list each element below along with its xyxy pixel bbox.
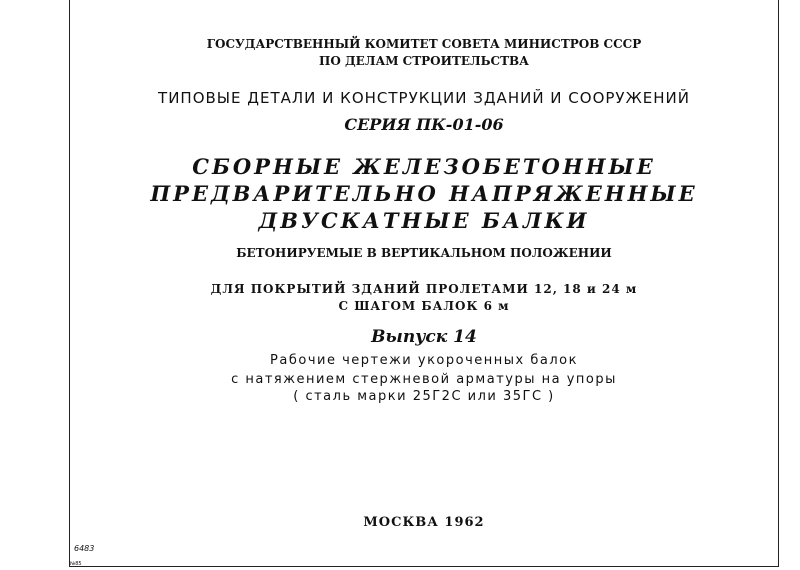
archive-stamp: 6483: [74, 544, 95, 553]
org-line-1: ГОСУДАРСТВЕННЫЙ КОМИТЕТ СОВЕТА МИНИСТРОВ СССР: [206, 37, 642, 51]
archive-stamp-small: №85: [70, 561, 82, 567]
spans-line-1: ДЛЯ ПОКРЫТИЙ ЗДАНИЙ ПРОЛЕТАМИ 12, 18 и 24 м: [210, 282, 638, 296]
frame-right-border: [778, 0, 779, 566]
issue-description-3: ( сталь марки 25Г2С или 35ГС ): [293, 389, 555, 404]
issue-description-2: с натяжением стержневой арматуры на упоры: [231, 372, 617, 387]
title-line-2: ПРЕДВАРИТЕЛЬНО НАПРЯЖЕННЫЕ: [150, 181, 698, 206]
spans-line-2: С ШАГОМ БАЛОК 6 м: [338, 299, 510, 313]
typical-details-line: ТИПОВЫЕ ДЕТАЛИ И КОНСТРУКЦИИ ЗДАНИЙ И СООРУЖЕНИЙ: [158, 89, 690, 107]
series-name: СЕРИЯ ПК-01-06: [344, 115, 504, 134]
title-line-3: ДВУСКАТНЫЕ БАЛКИ: [258, 208, 590, 233]
issue-description-1: Рабочие чертежи укороченных балок: [270, 353, 578, 368]
city-year: МОСКВА 1962: [363, 515, 485, 530]
issue-label: Выпуск 14: [371, 327, 477, 347]
title-line-1: СБОРНЫЕ ЖЕЛЕЗОБЕТОННЫЕ: [192, 154, 656, 179]
casting-subtitle: БЕТОНИРУЕМЫЕ В ВЕРТИКАЛЬНОМ ПОЛОЖЕНИИ: [236, 246, 612, 260]
org-line-2: ПО ДЕЛАМ СТРОИТЕЛЬСТВА: [319, 54, 529, 68]
frame-bottom-border: [69, 566, 779, 567]
